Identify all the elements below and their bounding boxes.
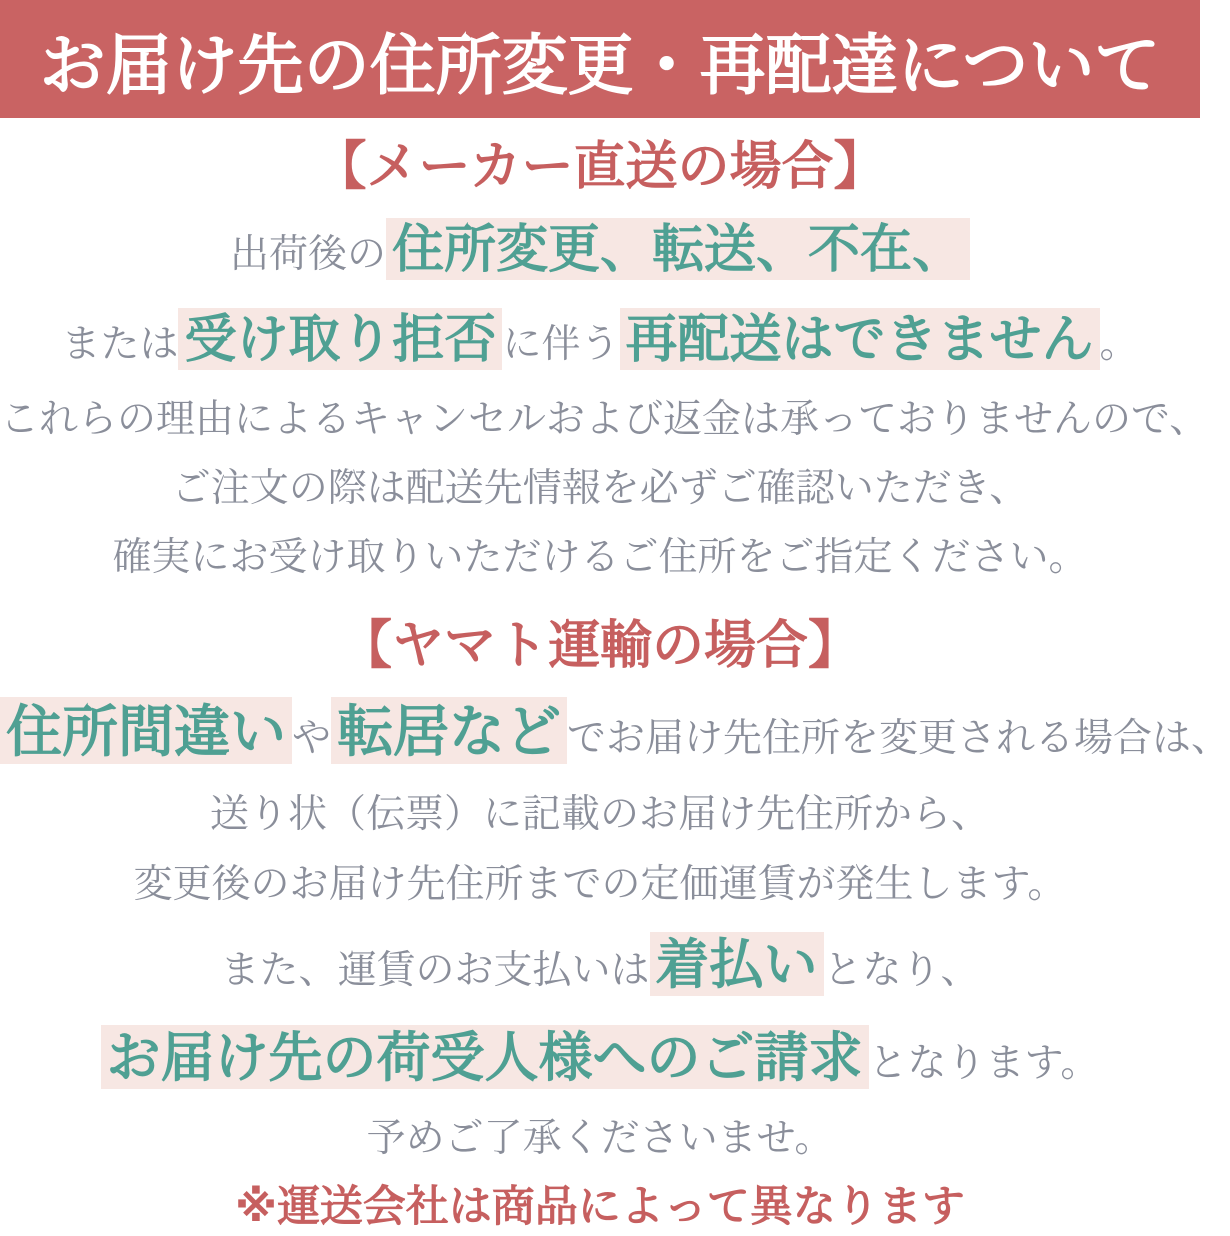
notice-line xyxy=(0,210,1200,291)
notice-line xyxy=(0,924,1200,1008)
section-maker-direct xyxy=(0,136,1209,589)
body-text: 出荷後の xyxy=(229,233,386,277)
section-maker-direct-heading: 【メーカー直送の場合】 xyxy=(314,138,886,196)
body-text: 変更後のお届け先住所までの定価運賃が発生します。 xyxy=(133,862,1067,906)
body-text: これらの理由によるキャンセルおよび返金は承っておりませんので、 xyxy=(0,397,1209,441)
highlighted-text: お届け先の荷受人様へのご請求 xyxy=(101,1025,869,1089)
title-banner xyxy=(0,0,1200,118)
highlighted-text: 着払い xyxy=(650,932,824,996)
body-text: 。 xyxy=(1099,322,1139,366)
notice-line xyxy=(0,689,1230,776)
notice-line xyxy=(0,390,1209,450)
carrier-note: ※運送会社は商品によって異なります xyxy=(235,1182,965,1231)
notice-line xyxy=(0,459,1200,519)
notice-line xyxy=(0,855,1200,915)
highlighted-text: 受け取り拒否 xyxy=(178,308,502,370)
body-text: 確実にお受け取りいただけるご住所をご指定ください。 xyxy=(112,536,1088,580)
section-yamato-heading: 【ヤマト運輸の場合】 xyxy=(339,616,860,675)
body-text: または xyxy=(61,322,179,366)
body-text: に伴う xyxy=(502,322,620,366)
highlighted-text: 住所変更、転送、不在、 xyxy=(386,218,970,280)
body-text: 送り状（伝票）に記載のお届け先住所から、 xyxy=(209,793,990,837)
body-text: となります。 xyxy=(868,1041,1100,1085)
highlighted-text: 住所間違い xyxy=(0,697,292,764)
body-text: となり、 xyxy=(823,948,980,992)
body-text: や xyxy=(292,717,332,761)
page-title: お届け先の住所変更・再配達について xyxy=(39,27,1161,102)
highlighted-text: 転居など xyxy=(331,697,567,764)
notice-line xyxy=(0,785,1200,845)
notice-line xyxy=(0,1109,1200,1169)
body-text: また、運賃のお支払いは xyxy=(220,948,650,992)
body-text: 予めご了承くださいませ。 xyxy=(366,1117,834,1161)
body-text: でお届け先住所を変更される場合は、 xyxy=(567,717,1230,761)
notice-line xyxy=(0,528,1200,588)
notice-line xyxy=(0,300,1200,381)
highlighted-text: 再配送はできません xyxy=(620,308,1100,370)
notice-line xyxy=(0,1017,1200,1101)
body-text: ご注文の際は配送先情報を必ずご確認いただき、 xyxy=(171,467,1029,511)
section-yamato xyxy=(0,615,1230,1236)
